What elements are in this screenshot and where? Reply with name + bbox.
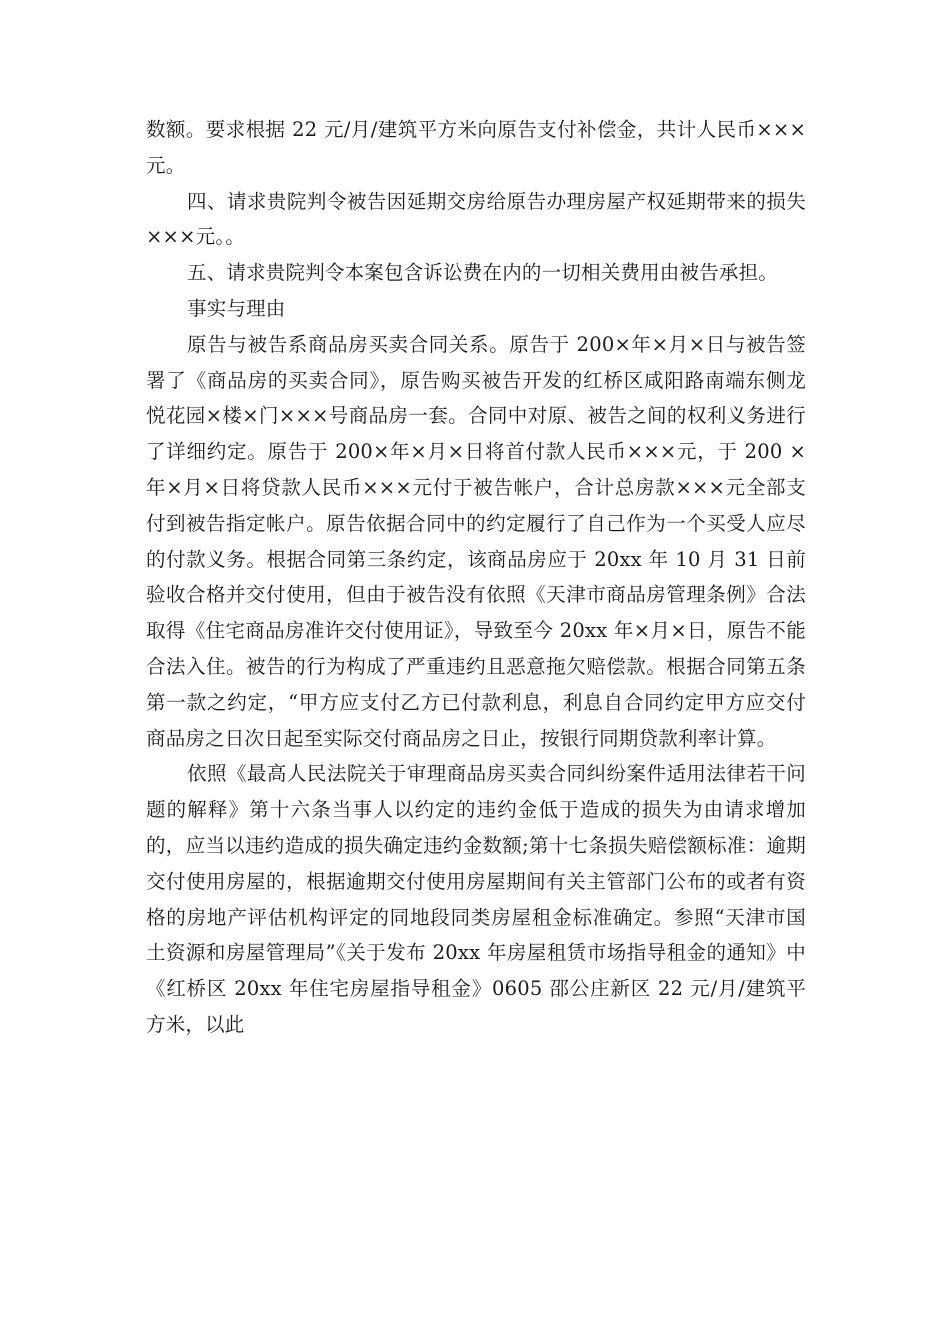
section-heading-facts-and-reasons: 事实与理由	[187, 296, 286, 320]
document-page	[146, 112, 806, 1043]
paragraph-compensation-amount: 数额。要求根据 22 元/月/建筑平方米向原告支付补偿金，共计人民币×××元。	[146, 118, 806, 177]
paragraph-claim-four: 四、请求贵院判令被告因延期交房给原告办理房屋产权延期带来的损失×××元。。	[146, 189, 806, 249]
paragraph-claim-five: 五、请求贵院判令本案包含诉讼费在内的一切相关费用由被告承担。	[187, 261, 779, 285]
paragraph-legal-basis: 依照《最高人民法院关于审理商品房买卖合同纠纷案件适用法律若干问题的解释》第十六条当事人以约定的违约金低于造成的损失为由请求增加的，应当以违约造成的损失确定违约金数额;第十七条损失赔偿额标准：逾期交付使用房屋的，根据逾期交付使用房屋期间有关主管部门公布的或者有资格的房地产评估机构评定的同地段同类房屋租金标准确定。参照“天津市国土资源和房屋管理局”《关于发布 20xx 年房屋租赁市场指导租金的通知》中《红桥区 20xx 年住宅房屋指导租金》0605 邵公庄新区 22 元/月/建筑平方米，以此	[146, 762, 806, 1036]
paragraph-contract-facts: 原告与被告系商品房买卖合同关系。原告于 200×年×月×日与被告签署了《商品房的买卖合同》，原告购买被告开发的红桥区咸阳路南端东侧龙悦花园×楼×门×××号商品房一套。合同中对原、被告之间的权利义务进行了详细约定。原告于 200×年×月×日将首付款人民币×××元，于 200 ×年×月×日将贷款人民币×××元付于被告帐户，合计总房款×××元全部支付到被告指定帐户。原告依据合同中的约定履行了自己作为一个买受人应尽的付款义务。根据合同第三条约定，该商品房应于 20xx 年 10 月 31 日前验收合格并交付使用，但由于被告没有依照《天津市商品房管理条例》合法取得《住宅商品房准许交付使用证》，导致至今 20xx 年×月×日，原告不能合法入住。被告的行为构成了严重违约且恶意拖欠赔偿款。根据合同第五条第一款之约定，“甲方应支付乙方已付款利息，利息自合同约定甲方应交付商品房之日次日起至实际交付商品房之日止，按银行同期贷款利率计算。	[146, 332, 806, 750]
